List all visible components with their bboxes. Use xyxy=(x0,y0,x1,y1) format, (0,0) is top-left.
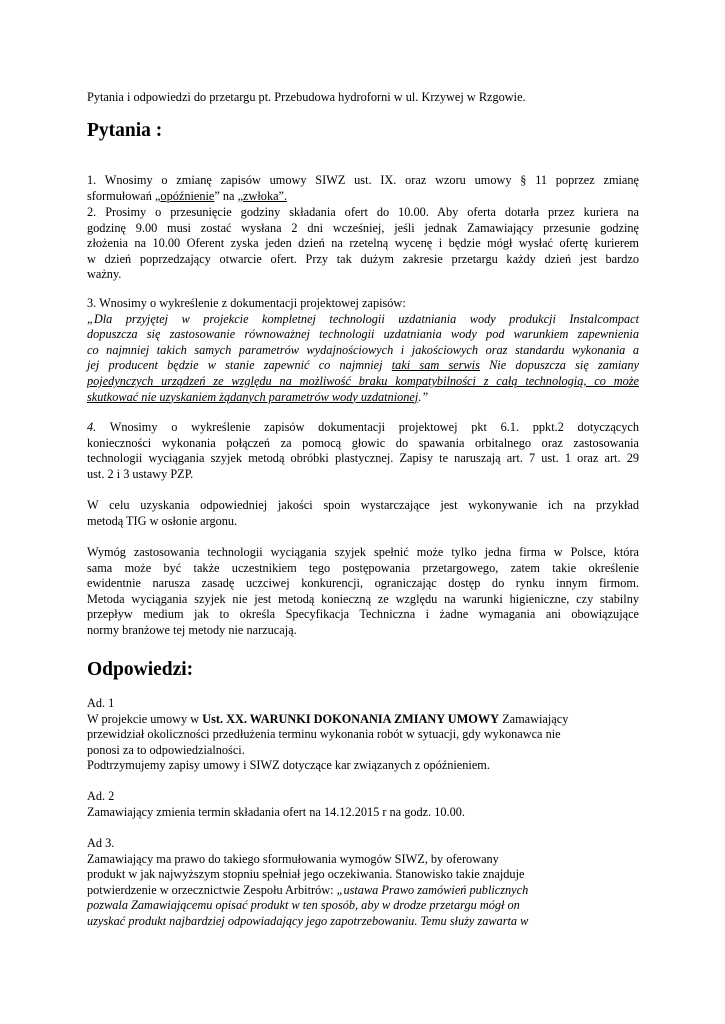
question-4: 4. Wnosimy o wykreślenie zapisów dokumentacji projektowej pkt 6.1. ppkt.2 dotyczących konieczności wykonania połączeń za pomocą głowic do spawania orbitalnego oraz zastosowania technologii wyciągania szyjek metodą obróbki plastycznej. Zapisy te naruszają art. 7 ust. 1 oraz art. 29 ust. 2 i 3 ustawy PZP. xyxy=(87,420,639,481)
heading-answers: Odpowiedzi: xyxy=(87,659,194,680)
answer-1: Ad. 1 W projekcie umowy w Ust. XX. WARUNKI DOKONANIA ZMIANY UMOWY Zamawiający przewidział okoliczności przedłużenia terminu wykonania robót w sytuacji, gdy wykonawca nie ponosi za to odpowiedzialności. Podtrzymujemy zapisy umowy i SIWZ dotyczące kar związanych z opóźnieniem. xyxy=(87,696,569,773)
heading-questions: Pytania : xyxy=(87,120,163,141)
answer-2: Ad. 2 Zamawiający zmienia termin składania ofert na 14.12.2015 r na godz. 10.00. xyxy=(87,789,466,819)
paragraph-firm: Wymóg zastosowania technologii wyciągania szyjek spełnić może tylko jedna firma w Polsce, która sama może być także uczestnikiem tego postępowania przetargowego, zatem takie określenie ewidentnie narusza zasadę uczciwej konkurencji, ograniczając dostęp do rynku innym firmom. Metoda wyciągania szyjek nie jest metodą konieczną ze względu na warunki higieniczne, czy stabilny przepływ medium jak to określa Specyfikacja Techniczna i żadne wymagania ani obowiązujące normy branżowe tej metody nie narzucają. xyxy=(87,545,639,637)
intro-line: Pytania i odpowiedzi do przetargu pt. Przebudowa hydroforni w ul. Krzywej w Rzgowie. xyxy=(87,90,526,104)
question-1: 1. Wnosimy o zmianę zapisów umowy SIWZ ust. IX. oraz wzoru umowy § 11 poprzez zmianę sformułowań „opóźnienie” na „zwłoka”. xyxy=(87,173,639,203)
answer-3: Ad 3. Zamawiający ma prawo do takiego sformułowania wymogów SIWZ, by oferowany produkt w jak najwyższym stopniu spełniał jego oczekiwania. Stanowisko takie znajduje potwierdzenie w orzecznictwie Zespołu Arbitrów: „ustawa Prawo zamówień publicznych pozwala Zamawiającemu opisać produkt w ten sposób, aby w drodze przetargu mógł on uzyskać produkt najbardziej odpowiadający jego zapotrzebowaniu. Temu służy zawarta w xyxy=(87,836,529,928)
question-2: 2. Prosimy o przesunięcie godziny składania ofert do 10.00. Aby oferta dotarła przez kuriera na godzinę 9.00 musi zostać wysłana 2 dni wcześniej, jeśli jednak Zamawiający przesunie godzinę złożenia na 10.00 Oferent zyska jeden dzień na rzetelną wycenę i będzie mógł wysłać ofertę kurierem w dzień poprzedzający otwarcie ofert. Przy tak dużym zakresie przetargu każdy dzień jest bardzo ważny. xyxy=(87,205,639,282)
paragraph-tig: W celu uzyskania odpowiedniej jakości spoin wystarczające jest wykonywanie ich na przykład metodą TIG w osłonie argonu. xyxy=(87,498,639,528)
question-3: 3. Wnosimy o wykreślenie z dokumentacji projektowej zapisów: „Dla przyjętej w projekcie kompletnej technologii uzdatniania wody produkcji Instalcompact dopuszcza się zastosowanie równoważnej technologii uzdatniania wody pod warunkiem zapewnienia co najmniej takich samych parametrów wydajnościowych i jakościowych oraz standardu wykonania a jej producent będzie w stanie zapewnić co najmniej taki sam serwis Nie dopuszcza się zamiany pojedynczych urządzeń ze względu na możliwość braku kompatybilności z całą technologią, co może skutkować nie uzyskaniem żądanych parametrów wody uzdatnionej.” xyxy=(87,296,639,404)
